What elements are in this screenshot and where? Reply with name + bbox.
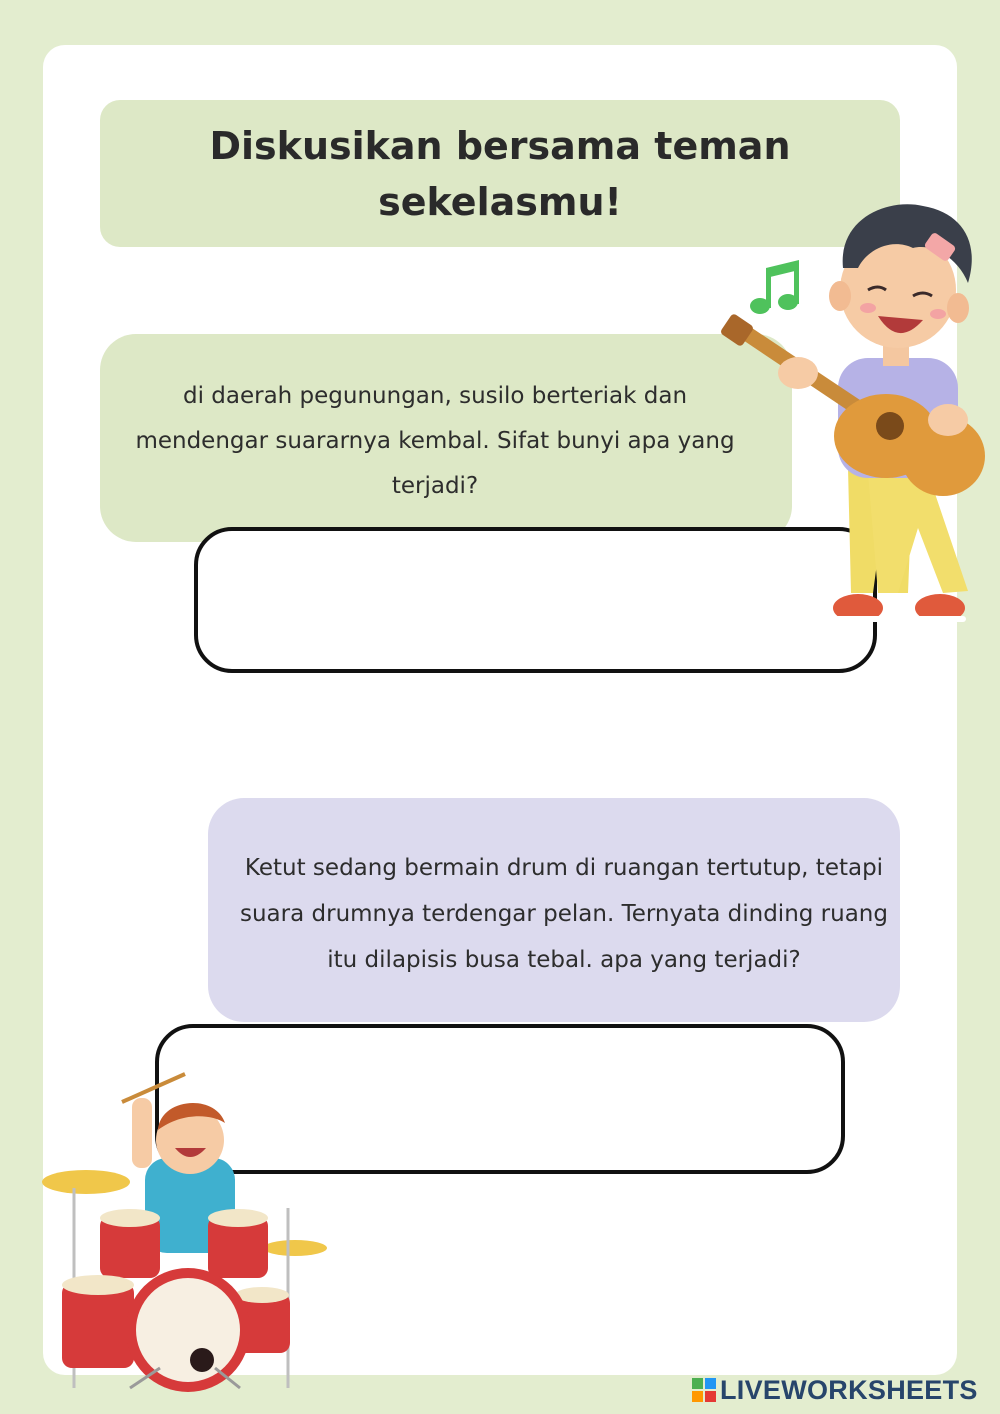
- boy-playing-drums-illustration: [40, 1068, 330, 1398]
- question-1-text: di daerah pegunungan, susilo berteriak dan mendengar suararnya kembal. Sifat bunyi apa yang terjadi?: [135, 383, 735, 499]
- music-note-icon: [750, 260, 799, 314]
- liveworksheets-logo: [692, 1374, 978, 1406]
- boy-playing-guitar-illustration: [718, 198, 988, 638]
- page-title: Diskusikan bersama teman sekelasmu!: [209, 123, 791, 224]
- question-2-text: Ketut sedang bermain drum di ruangan tertutup, tetapi suara drumnya terdengar pelan. Ternyata dinding ruang itu dilapisis busa tebal. apa yang terjadi?: [240, 855, 888, 973]
- liveworksheets-icon: [692, 1378, 716, 1402]
- brand-name: LIVEWORKSHEETS: [720, 1374, 978, 1405]
